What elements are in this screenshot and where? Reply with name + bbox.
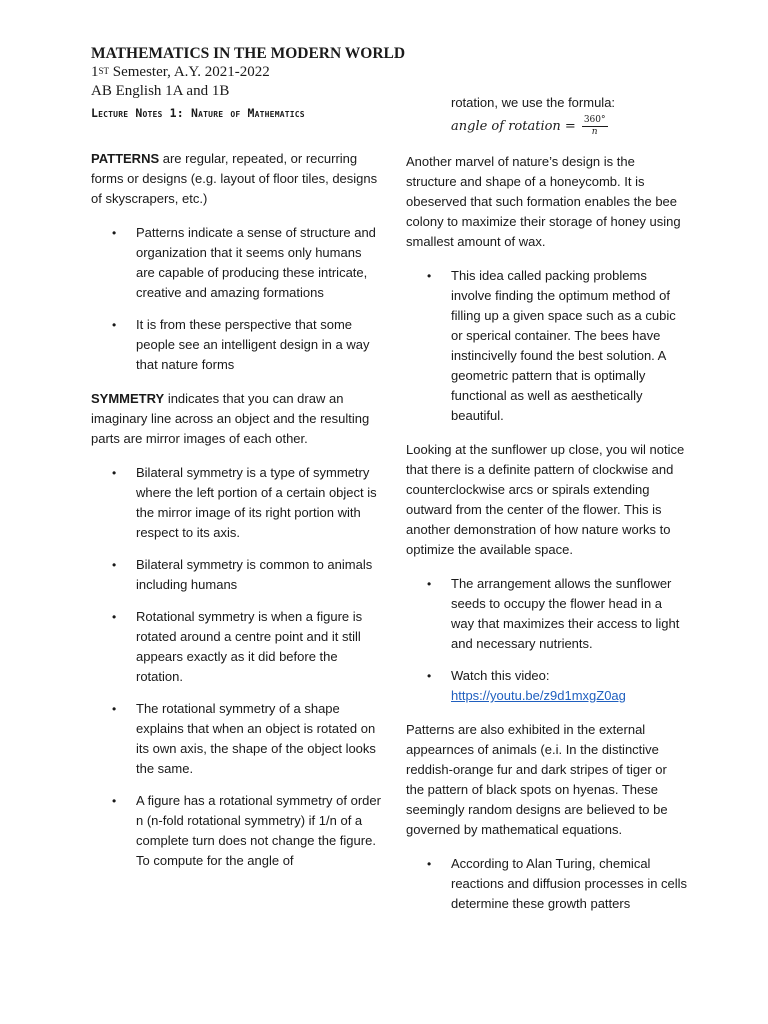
semester-superscript: ST bbox=[98, 66, 110, 76]
symmetry-list bbox=[91, 463, 381, 871]
patterns-list bbox=[91, 223, 381, 375]
animals-list bbox=[406, 854, 688, 914]
bullet-icon: • bbox=[112, 610, 117, 624]
symmetry-definition bbox=[91, 389, 381, 449]
semester-rest: Semester, A.Y. 2021-2022 bbox=[109, 64, 270, 80]
formula-numerator: 360° bbox=[583, 115, 606, 125]
list-item-text: Bilateral symmetry is common to animals including humans bbox=[136, 557, 373, 592]
list-item bbox=[91, 555, 381, 595]
symmetry-text: indicates that you can draw an imaginary line across an object and the resulting parts are mirror images of each other. bbox=[91, 391, 370, 446]
formula-fraction bbox=[582, 115, 608, 138]
bullet-icon: • bbox=[427, 669, 432, 683]
animals-paragraph: Patterns are also exhibited in the external appearnces of animals (e.i. In the distinctive reddish-orange fur and dark stripes of tiger or the pattern of black spots on hyenas. These seemingly random designs are believed to be governed by mathematical equations. bbox=[406, 722, 668, 837]
video-label: Watch this video: bbox=[451, 668, 550, 683]
semester-line bbox=[91, 63, 411, 82]
left-column bbox=[91, 149, 381, 885]
list-item bbox=[406, 854, 688, 914]
list-item-text: This idea called packing problems involve finding the optimum method of filling up a given space such as a cubic or sperical container. The bees have instincivelly found the best solution. A geometric pattern that is optimally functional as well as aesthetically beautiful. bbox=[451, 268, 676, 423]
patterns-term: PATTERNS bbox=[91, 151, 160, 166]
list-item-text: Patterns indicate a sense of structure and organization that it seems only humans are capable of producing these intricate, creative and amazing formations bbox=[136, 225, 376, 300]
list-item bbox=[91, 791, 381, 871]
list-item-text: A figure has a rotational symmetry of order n (n-fold rotational symmetry) if 1/n of a complete turn does not change the figure. To compute for the angle of bbox=[136, 793, 381, 868]
bullet-icon: • bbox=[112, 794, 117, 808]
sunflower-list bbox=[406, 574, 688, 706]
bullet-icon: • bbox=[112, 702, 117, 716]
class-line: AB English 1A and 1B bbox=[91, 83, 230, 99]
list-item bbox=[91, 607, 381, 687]
video-link[interactable]: https://youtu.be/z9d1mxgZ0ag bbox=[451, 688, 626, 703]
bullet-icon: • bbox=[427, 857, 432, 871]
symmetry-term: SYMMETRY bbox=[91, 391, 165, 406]
bullet-icon: • bbox=[112, 318, 117, 332]
list-item bbox=[91, 463, 381, 543]
list-item-text: Bilateral symmetry is a type of symmetry where the left portion of a certain object is the mirror image of its right portion with respect to its axis. bbox=[136, 465, 377, 540]
list-item-text: Rotational symmetry is when a figure is rotated around a centre point and it still appears exactly as it did before the rotation. bbox=[136, 609, 363, 684]
list-item-text: It is from these perspective that some people see an intelligent design in a way that nature forms bbox=[136, 317, 370, 372]
honeycomb-list bbox=[406, 266, 688, 426]
list-item-text: The arrangement allows the sunflower seeds to occupy the flower head in a way that maximizes their access to light and necessary nutrients. bbox=[451, 576, 680, 651]
formula-denominator: n bbox=[591, 127, 598, 137]
course-title: MATHEMATICS IN THE MODERN WORLD bbox=[91, 45, 406, 62]
formula-lhs: angle of rotation = bbox=[451, 118, 576, 134]
list-item-text: According to Alan Turing, chemical reactions and diffusion processes in cells determine these growth patters bbox=[451, 856, 688, 911]
right-column bbox=[406, 93, 688, 928]
list-item bbox=[406, 574, 688, 654]
list-item bbox=[406, 266, 688, 426]
bullet-icon: • bbox=[427, 577, 432, 591]
bullet-icon: • bbox=[112, 466, 117, 480]
document-header bbox=[91, 44, 411, 126]
rotation-formula bbox=[406, 93, 688, 138]
list-item bbox=[91, 315, 381, 375]
list-item bbox=[406, 666, 688, 706]
formula-equation bbox=[451, 115, 688, 138]
patterns-text: are regular, repeated, or recurring forms or designs (e.g. layout of floor tiles, designs of skyscrapers, etc.) bbox=[91, 151, 378, 206]
list-item bbox=[91, 699, 381, 779]
list-item bbox=[91, 223, 381, 303]
lecture-title: Lecture Notes 1: Nature of Mathematics bbox=[91, 106, 305, 120]
semester-ordinal: 1 bbox=[91, 64, 99, 80]
list-item-text: The rotational symmetry of a shape explains that when an object is rotated on its own axis, the shape of the object looks the same. bbox=[136, 701, 376, 776]
honeycomb-paragraph: Another marvel of nature’s design is the structure and shape of a honeycomb. It is obeserved that such formation enables the bee colony to maximize their storage of honey using smallest amount of wax. bbox=[406, 154, 681, 249]
bullet-icon: • bbox=[112, 226, 117, 240]
bullet-icon: • bbox=[112, 558, 117, 572]
formula-intro: rotation, we use the formula: bbox=[451, 95, 616, 110]
sunflower-paragraph: Looking at the sunflower up close, you wil notice that there is a definite pattern of clockwise and counterclockwise arcs or spirals extending outward from the center of the flower. This is another demonstration of how nature works to optimize the available space. bbox=[406, 442, 685, 557]
patterns-definition bbox=[91, 149, 381, 209]
bullet-icon: • bbox=[427, 269, 432, 283]
